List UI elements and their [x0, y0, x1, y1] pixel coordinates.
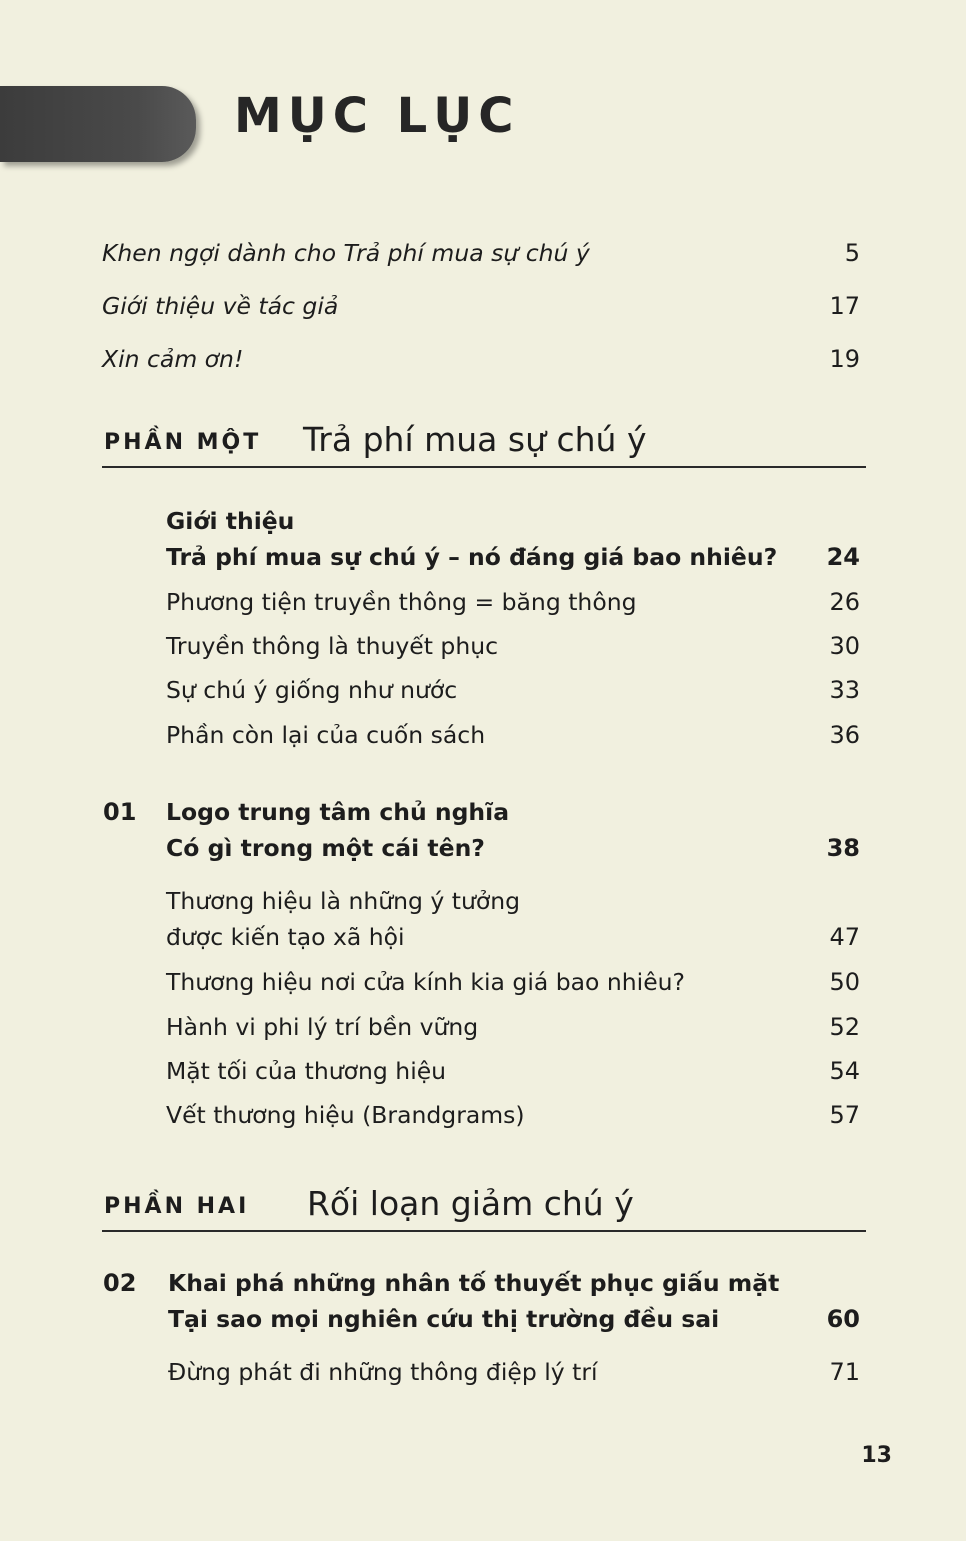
toc-page: 33: [829, 676, 860, 704]
toc-entry[interactable]: Phương tiện truyền thông = băng thông: [166, 588, 637, 616]
toc-entry[interactable]: Sự chú ý giống như nước: [166, 676, 458, 704]
chapter-02-title[interactable]: Khai phá những nhân tố thuyết phục giấu mặt: [168, 1269, 780, 1297]
intro-page: 24: [826, 543, 860, 571]
toc-page-author: 17: [829, 292, 860, 320]
toc-entry[interactable]: Phần còn lại của cuốn sách: [166, 721, 486, 749]
chapter-number-02: 02: [103, 1269, 137, 1297]
part-two-label: PHẦN HAI: [104, 1194, 250, 1219]
part-one-label: PHẦN MỘT: [104, 430, 262, 455]
toc-entry[interactable]: Vết thương hiệu (Brandgrams): [166, 1101, 525, 1129]
toc-entry-praise[interactable]: Khen ngợi dành cho Trả phí mua sự chú ý: [102, 239, 590, 267]
toc-entry-author[interactable]: Giới thiệu về tác giả: [102, 292, 339, 320]
toc-page-praise: 5: [844, 239, 860, 267]
page-number: 13: [861, 1443, 892, 1468]
intro-heading: Giới thiệu: [166, 507, 295, 535]
toc-page: 71: [829, 1358, 860, 1386]
part-one-title: Trả phí mua sự chú ý: [303, 420, 647, 459]
chapter-02-subtitle[interactable]: Tại sao mọi nghiên cứu thị trường đều sai: [168, 1305, 720, 1333]
toc-entry[interactable]: Đừng phát đi những thông điệp lý trí: [168, 1358, 598, 1386]
toc-entry[interactable]: Thương hiệu nơi cửa kính kia giá bao nhiêu?: [166, 968, 686, 996]
page-title: MỤC LỤC: [234, 88, 520, 144]
chapter-tab-decoration: [0, 86, 196, 162]
toc-page: 36: [829, 721, 860, 749]
toc-page: 57: [829, 1101, 860, 1129]
part-two-rule: [102, 1230, 866, 1232]
part-two-title: Rối loạn giảm chú ý: [307, 1184, 634, 1223]
chapter-01-title[interactable]: Logo trung tâm chủ nghĩa: [166, 798, 510, 826]
chapter-01-page: 38: [826, 834, 860, 862]
toc-page: 26: [829, 588, 860, 616]
part-one-rule: [102, 466, 866, 468]
toc-entry[interactable]: Thương hiệu là những ý tưởng: [166, 887, 521, 915]
toc-entry[interactable]: Truyền thông là thuyết phục: [166, 632, 499, 660]
chapter-01-subtitle[interactable]: Có gì trong một cái tên?: [166, 834, 485, 862]
toc-page: 50: [829, 968, 860, 996]
toc-page: 54: [829, 1057, 860, 1085]
toc-page-thanks: 19: [829, 345, 860, 373]
chapter-02-page: 60: [826, 1305, 860, 1333]
intro-subtitle[interactable]: Trả phí mua sự chú ý – nó đáng giá bao nhiêu?: [166, 543, 778, 571]
toc-page: 47: [829, 923, 860, 951]
chapter-number-01: 01: [103, 798, 137, 826]
toc-entry-continuation[interactable]: được kiến tạo xã hội: [166, 923, 405, 951]
toc-entry[interactable]: Mặt tối của thương hiệu: [166, 1057, 447, 1085]
toc-entry-thanks[interactable]: Xin cảm ơn!: [102, 345, 244, 373]
toc-entry[interactable]: Hành vi phi lý trí bền vững: [166, 1013, 479, 1041]
toc-page: 30: [829, 632, 860, 660]
toc-page: 52: [829, 1013, 860, 1041]
